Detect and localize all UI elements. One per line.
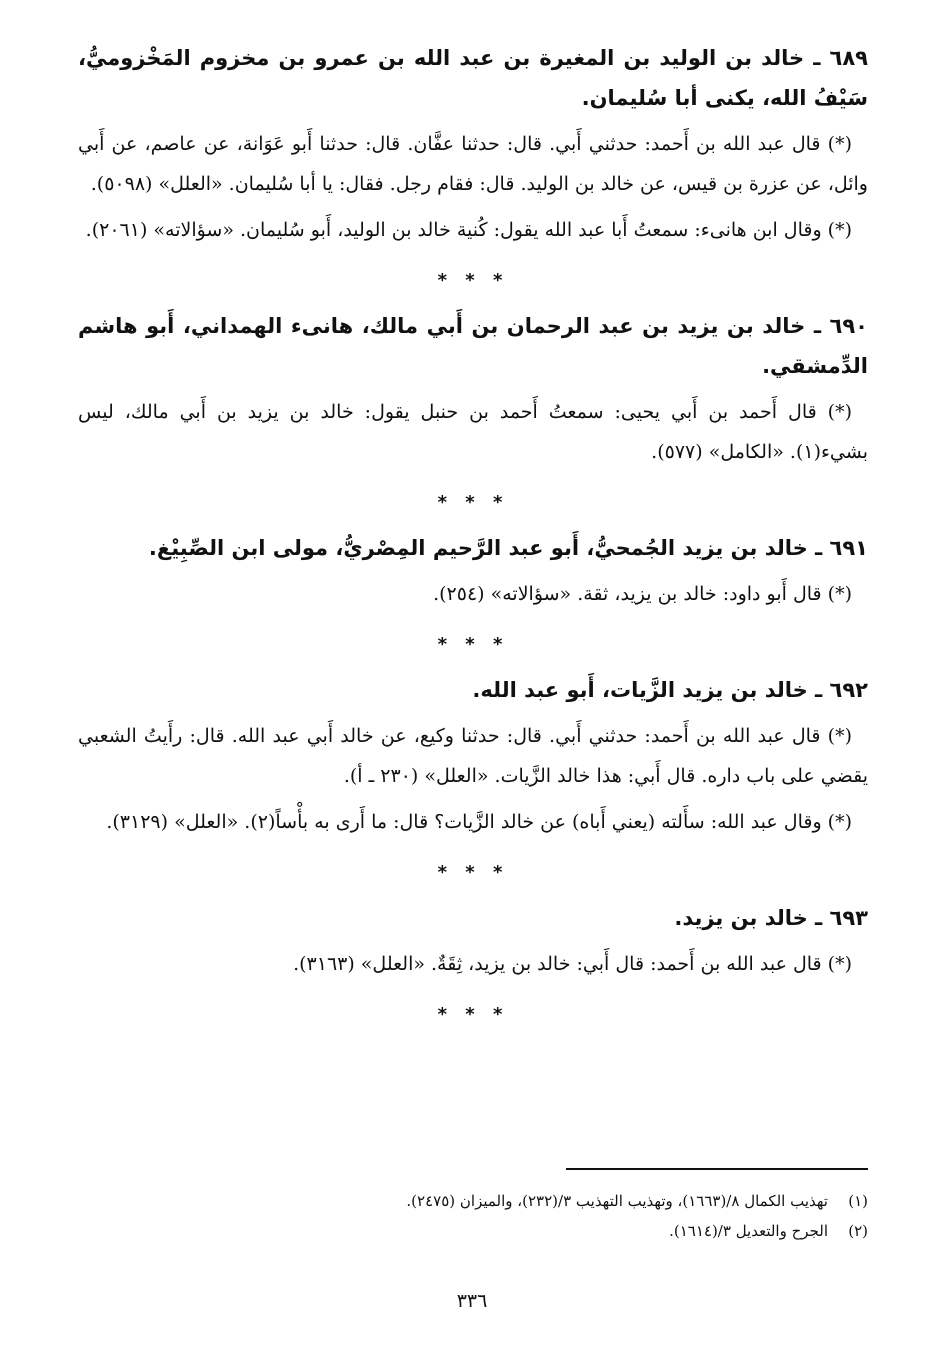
entry-paragraph: (*) قال عبد الله بن أَحمد: قال أَبي: خالد بن يزيد، ثِقَةٌ. «العلل» (٣١٦٣). [293,953,852,975]
entry-paragraph: (*) قال أَحمد بن أَبي يحيى: سمعتُ أَحمد بن حنبل يقول: خالد بن يزيد بن أَبي مالك، ليس بشيء(١). «الكامل» (٥٧٧). [78,401,868,463]
section-separator: * * * [437,634,509,655]
entry-heading: ٦٩٠ ـ خالد بن يزيد بن عبد الرحمان بن أَبي مالك، هانىء الهمداني، أَبو هاشم الدِّمشقي. [78,314,868,378]
footnote-text: الجرح والتعديل ٣/(١٦١٤). [669,1222,828,1240]
footnote-divider [566,1168,868,1170]
entry-691 [78,528,868,614]
entry-heading: ٦٩١ ـ خالد بن يزيد الجُمحيُّ، أَبو عبد الرَّحيم المِصْريُّ، مولى ابن الصِّبِيْغ. [148,536,868,560]
entry-693 [78,898,868,984]
footnotes [78,1186,868,1246]
footnote-2 [78,1216,868,1246]
footnote-number: (١) [848,1192,868,1210]
entry-paragraph: (*) وقال عبد الله: سأَلته (يعني أَباه) عن خالد الزَّيات؟ قال: ما أَرى به بأْساً(٢). «العلل» (٣١٢٩). [106,811,852,833]
section-separator: * * * [437,492,509,513]
entry-689 [78,38,868,250]
footnote-number: (٢) [848,1222,868,1240]
entry-heading: ٦٩٣ ـ خالد بن يزيد. [674,906,868,930]
entry-heading: ٦٩٢ ـ خالد بن يزيد الزَّيات، أَبو عبد الله. [472,678,868,702]
entry-heading: ٦٨٩ ـ خالد بن الوليد بن المغيرة بن عبد الله بن عمرو بن مخزوم المَخْزوميُّ، سَيْفُ الله، يكنى أبا سُليمان. [78,46,868,110]
footnote-text: تهذيب الكمال ٨/(١٦٦٣)، وتهذيب التهذيب ٣/(٢٣٢)، والميزان (٢٤٧٥). [406,1192,828,1210]
page-number: ٣٣٦ [456,1290,488,1312]
entry-paragraph: (*) قال عبد الله بن أَحمد: حدثني أَبي. قال: حدثنا وكيع، عن خالد أَبي عبد الله. قال: رأَيتُ الشعبي يقضي على باب داره. قال أَبي: هذا خالد الزَّيات. «العلل» (٢٣٠ ـ أ). [78,725,868,787]
section-separator: * * * [437,1004,509,1025]
footnote-1 [78,1186,868,1216]
section-separator: * * * [437,270,509,291]
entry-690 [78,306,868,472]
page-body [78,38,868,1040]
entry-692 [78,670,868,842]
entry-paragraph: (*) قال عبد الله بن أَحمد: حدثني أَبي. قال: حدثنا عفَّان. قال: حدثنا أَبو عَوَانة، عن عاصم، عن أَبي وائل، عن عزرة بن قيس، عن خالد بن الوليد. قال: فقام رجل. فقال: يا أبا سُليمان. «العلل» (٥٠٩٨). [78,133,868,195]
entry-paragraph: (*) وقال ابن هانىء: سمعتُ أَبا عبد الله يقول: كُنية خالد بن الوليد، أَبو سُليمان. «سؤالاته» (٢٠٦١). [85,219,852,241]
entry-paragraph: (*) قال أَبو داود: خالد بن يزيد، ثقة. «سؤالاته» (٢٥٤). [433,583,852,605]
section-separator: * * * [437,862,509,883]
